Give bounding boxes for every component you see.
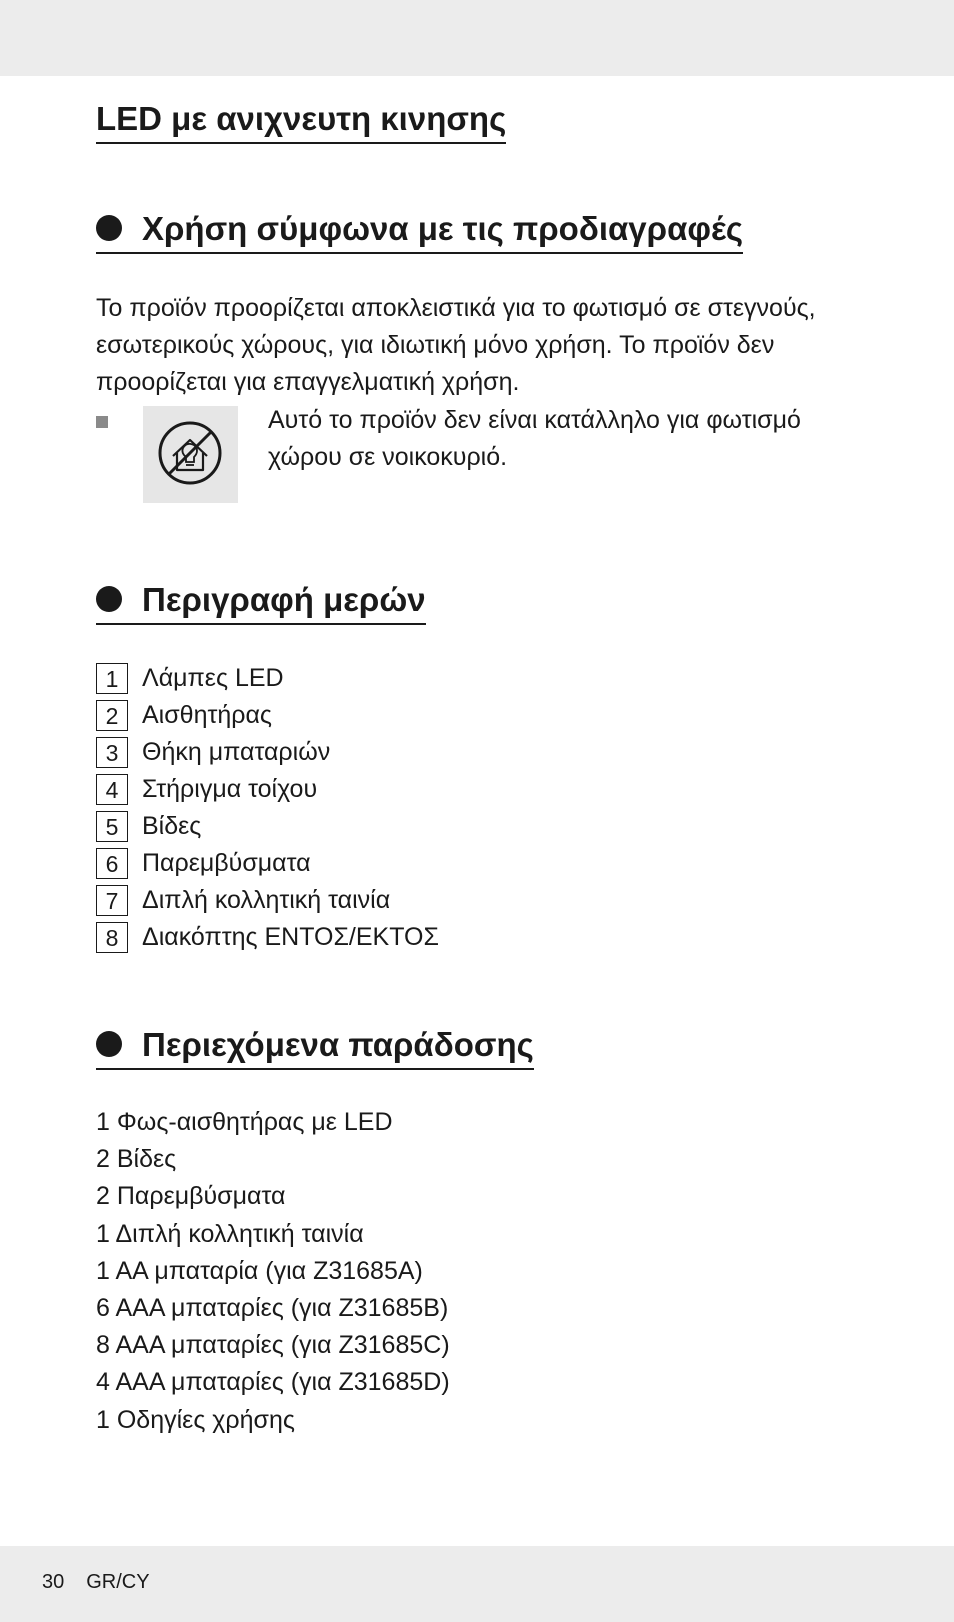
part-label: Θήκη μπαταριών xyxy=(142,738,331,766)
part-label: Στήριγμα τοίχου xyxy=(142,775,318,803)
list-item xyxy=(96,660,439,697)
list-item xyxy=(96,845,439,882)
section-bullet-icon xyxy=(96,215,122,241)
list-item: 6 AAA μπαταρίες (για Z31685B) xyxy=(96,1293,449,1322)
section-bullet-icon xyxy=(96,586,122,612)
part-label: Παρεμβύσματα xyxy=(142,849,311,877)
section-heading-text: Περιγραφή μερών xyxy=(142,581,426,618)
part-label: Αισθητήρας xyxy=(142,701,272,729)
note-text: Αυτό το προϊόν δεν είναι κατάλληλο για φωτισμό χώρου σε νοικοκυριό. xyxy=(268,406,801,471)
list-item: 2 Παρεμβύσματα xyxy=(96,1182,286,1211)
part-number: 2 xyxy=(96,700,128,731)
list-item: 4 AAA μπαταρίες (για Z31685D) xyxy=(96,1368,450,1397)
list-item xyxy=(96,808,439,845)
list-item xyxy=(96,734,439,771)
list-item: 1 Φως-αισθητήρας με LED xyxy=(96,1108,393,1136)
list-item: 1 Οδηγίες χρήσης xyxy=(96,1405,295,1434)
list-item xyxy=(96,919,439,956)
part-label: Διακόπτης ΕΝΤΟΣ/ΕΚΤΟΣ xyxy=(142,923,439,951)
no-household-lighting-icon xyxy=(143,406,238,503)
parts-list xyxy=(96,660,439,956)
part-number: 4 xyxy=(96,774,128,805)
part-number: 1 xyxy=(96,663,128,694)
part-label: Διπλή κολλητική ταινία xyxy=(142,886,391,914)
part-number: 7 xyxy=(96,885,128,916)
section-heading-text: Χρήση σύμφωνα με τις προδιαγραφές xyxy=(142,210,744,247)
list-item: 1 Διπλή κολλητική ταινία xyxy=(96,1219,364,1248)
page-number: 30 xyxy=(42,1571,65,1593)
part-number: 8 xyxy=(96,922,128,953)
part-number: 6 xyxy=(96,848,128,879)
list-item xyxy=(96,882,439,919)
locale-label: GR/CY xyxy=(86,1571,150,1593)
section-heading-text: Περιεχόμενα παράδοσης xyxy=(142,1026,534,1063)
section-heading-intended-use xyxy=(96,208,743,254)
list-item: 2 Βίδες xyxy=(96,1145,177,1174)
intended-use-paragraph: Το προϊόν προορίζεται αποκλειστικά για το φωτισμό σε στεγνούς, εσωτερικούς χώρους, για ιδιωτική μόνο χρήση. Το προϊόν δεν προορίζεται για επαγγελματική χρήση. xyxy=(96,294,816,396)
footer xyxy=(42,1568,150,1596)
note-bullet-icon xyxy=(96,416,108,428)
part-label: Βίδες xyxy=(142,812,202,840)
page-title: LED με ανιχνευτη κινησης xyxy=(96,98,506,144)
section-heading-delivery xyxy=(96,1024,534,1070)
part-label: Λάμπες LED xyxy=(142,664,284,692)
delivery-list xyxy=(96,1104,450,1439)
part-number: 5 xyxy=(96,811,128,842)
part-number: 3 xyxy=(96,737,128,768)
list-item: 8 AAA μπαταρίες (για Z31685C) xyxy=(96,1331,450,1360)
list-item: 1 AA μπαταρία (για Z31685A) xyxy=(96,1256,423,1285)
list-item xyxy=(96,697,439,734)
header-band xyxy=(0,0,954,76)
list-item xyxy=(96,771,439,808)
section-heading-parts xyxy=(96,579,426,625)
section-bullet-icon xyxy=(96,1031,122,1057)
